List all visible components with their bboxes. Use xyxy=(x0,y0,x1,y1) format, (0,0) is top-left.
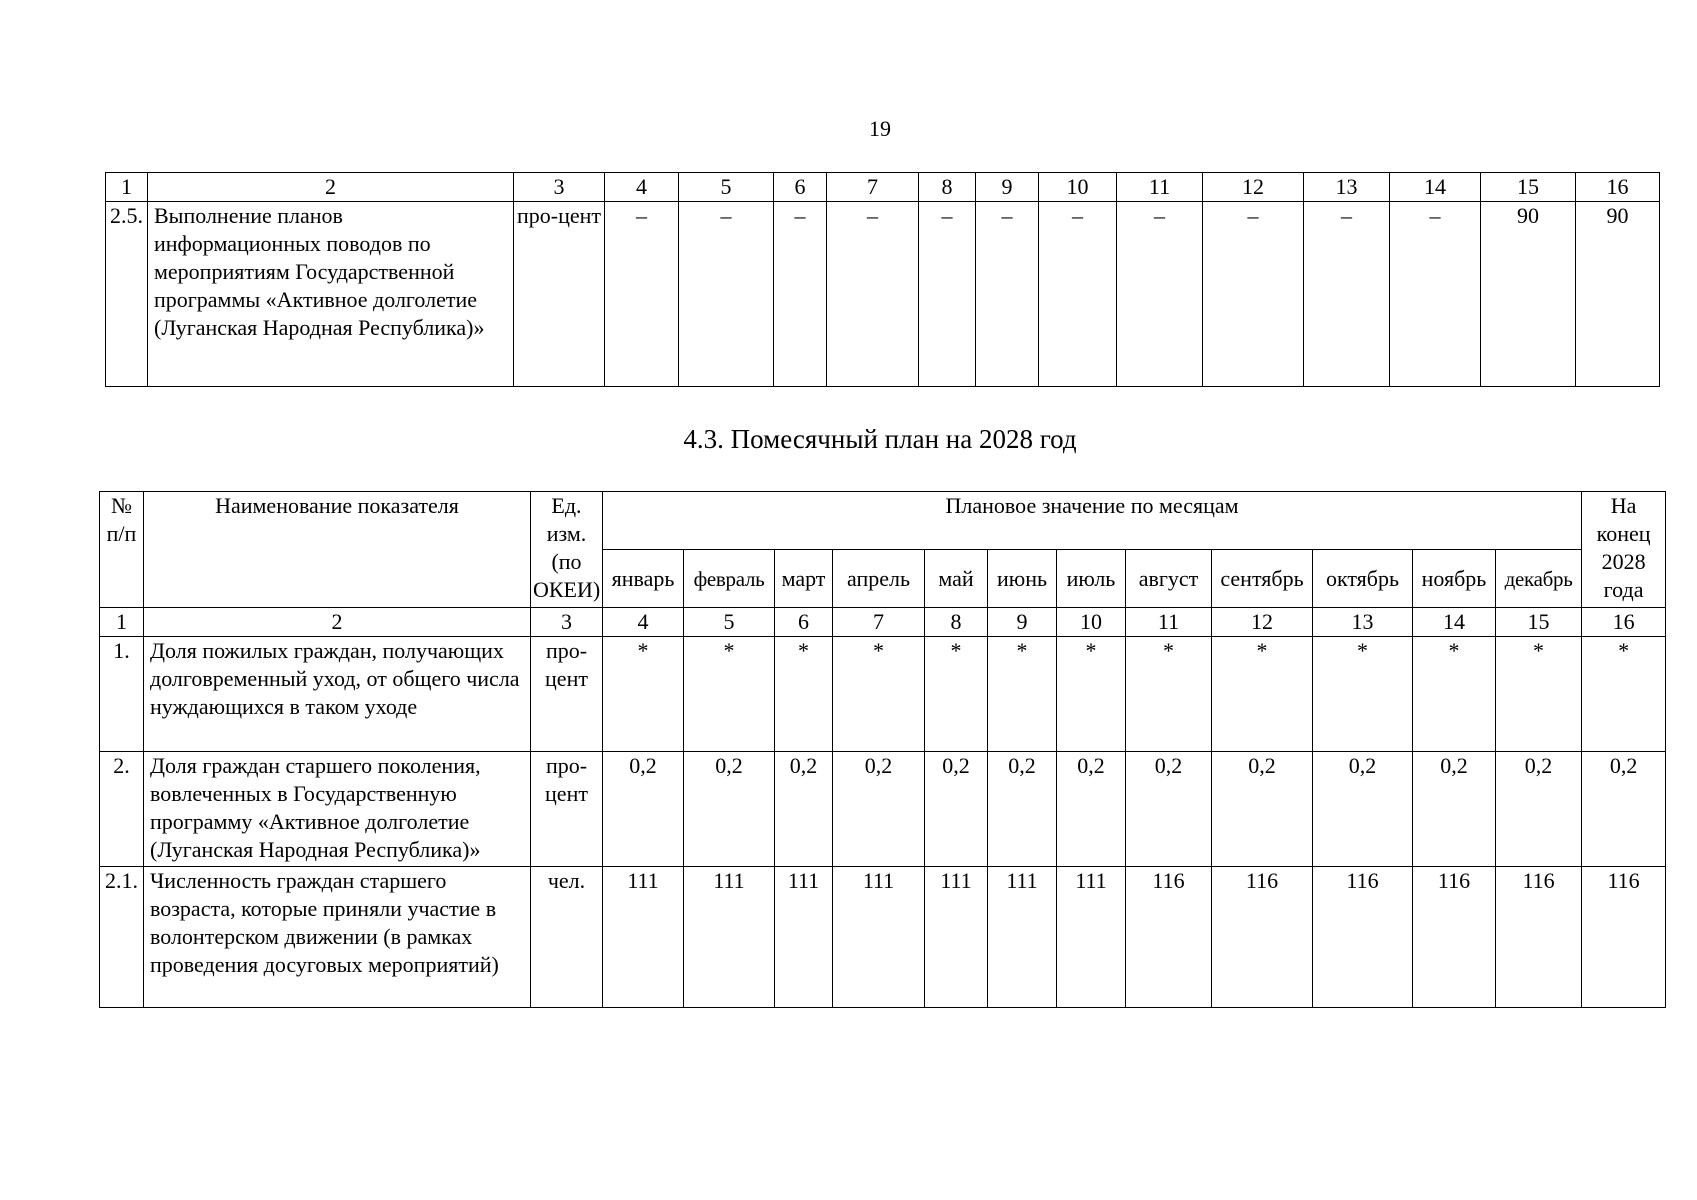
indicator-name: Выполнение планов информационных поводов по мероприятиям Государственной программы «Активное долголетие (Луганская Народная Республика)» xyxy=(148,202,514,387)
value-cell: 0,2 xyxy=(603,752,684,867)
continued-table xyxy=(105,172,1660,387)
value-cell: * xyxy=(1496,637,1582,752)
value-cell: * xyxy=(684,637,775,752)
value-cell: 116 xyxy=(1496,867,1582,1008)
col-number: 14 xyxy=(1390,173,1481,202)
month-header: май xyxy=(925,550,988,608)
value-cell: 0,2 xyxy=(1496,752,1582,867)
value-cell: – xyxy=(605,202,679,387)
col-number: 3 xyxy=(514,173,605,202)
value-cell: 116 xyxy=(1313,867,1413,1008)
value-cell: – xyxy=(919,202,976,387)
month-header: сентябрь xyxy=(1212,550,1313,608)
monthly-plan-table xyxy=(99,491,1666,1008)
value-cell: – xyxy=(1390,202,1481,387)
col-number: 16 xyxy=(1582,608,1666,637)
col-number: 1 xyxy=(100,608,144,637)
value-cell: 0,2 xyxy=(988,752,1057,867)
col-number: 5 xyxy=(684,608,775,637)
value-cell: * xyxy=(925,637,988,752)
header-planned: Плановое значение по месяцам xyxy=(603,492,1582,550)
column-number-row xyxy=(106,173,1660,202)
value-cell: – xyxy=(1203,202,1304,387)
value-cell: * xyxy=(1057,637,1126,752)
month-header: март xyxy=(775,550,833,608)
indicator-name: Доля граждан старшего поколения, вовлеченных в Государственную программу «Активное долголетие (Луганская Народная Республика)» xyxy=(144,752,531,867)
header-row xyxy=(100,492,1666,550)
value-cell: * xyxy=(988,637,1057,752)
value-cell: 0,2 xyxy=(1582,752,1666,867)
value-cell: – xyxy=(976,202,1039,387)
col-number: 14 xyxy=(1413,608,1496,637)
value-cell: 111 xyxy=(1057,867,1126,1008)
month-header: апрель xyxy=(833,550,925,608)
value-cell: – xyxy=(679,202,774,387)
table-row xyxy=(100,752,1666,867)
month-header: июль xyxy=(1057,550,1126,608)
table-row xyxy=(100,867,1666,1008)
value-cell: * xyxy=(603,637,684,752)
col-number: 11 xyxy=(1117,173,1203,202)
value-cell: – xyxy=(827,202,919,387)
row-number: 2.5. xyxy=(106,202,148,387)
col-number: 10 xyxy=(1039,173,1117,202)
value-cell: – xyxy=(1117,202,1203,387)
col-number: 4 xyxy=(603,608,684,637)
col-number: 9 xyxy=(976,173,1039,202)
col-number: 2 xyxy=(148,173,514,202)
value-cell: * xyxy=(775,637,833,752)
col-number: 1 xyxy=(106,173,148,202)
value-cell: * xyxy=(1413,637,1496,752)
value-cell: – xyxy=(774,202,827,387)
unit: про-цент xyxy=(531,637,603,752)
value-cell: 116 xyxy=(1126,867,1212,1008)
row-number: 2.1. xyxy=(100,867,144,1008)
col-number: 10 xyxy=(1057,608,1126,637)
col-number: 8 xyxy=(925,608,988,637)
indicator-name: Численность граждан старшего возраста, которые приняли участие в волонтерском движении (в рамках проведения досуговых мероприятий) xyxy=(144,867,531,1008)
value-cell: 0,2 xyxy=(684,752,775,867)
month-header: октябрь xyxy=(1313,550,1413,608)
value-cell: * xyxy=(1313,637,1413,752)
value-cell: * xyxy=(1126,637,1212,752)
value-cell: 0,2 xyxy=(1313,752,1413,867)
header-num: № п/п xyxy=(100,492,144,608)
value-cell: 0,2 xyxy=(1126,752,1212,867)
indicator-name: Доля пожилых граждан, получающих долговременный уход, от общего числа нуждающихся в таком уходе xyxy=(144,637,531,752)
value-cell: 116 xyxy=(1212,867,1313,1008)
unit: про-цент xyxy=(531,752,603,867)
value-cell: 0,2 xyxy=(833,752,925,867)
section-title: 4.3. Помесячный план на 2028 год xyxy=(683,424,1077,454)
value-cell: 111 xyxy=(603,867,684,1008)
col-number: 13 xyxy=(1313,608,1413,637)
value-cell: 116 xyxy=(1582,867,1666,1008)
value-cell: – xyxy=(1039,202,1117,387)
value-cell: 90 xyxy=(1576,202,1660,387)
col-number: 12 xyxy=(1212,608,1313,637)
value-cell: * xyxy=(1582,637,1666,752)
col-number: 5 xyxy=(679,173,774,202)
unit: чел. xyxy=(531,867,603,1008)
value-cell: 0,2 xyxy=(1212,752,1313,867)
col-number: 11 xyxy=(1126,608,1212,637)
col-number: 2 xyxy=(144,608,531,637)
column-number-row xyxy=(100,608,1666,637)
value-cell: 111 xyxy=(925,867,988,1008)
header-name: Наименование показателя xyxy=(144,492,531,608)
value-cell: 111 xyxy=(988,867,1057,1008)
value-cell: * xyxy=(833,637,925,752)
col-number: 15 xyxy=(1496,608,1582,637)
col-number: 8 xyxy=(919,173,976,202)
col-number: 15 xyxy=(1481,173,1576,202)
col-number: 3 xyxy=(531,608,603,637)
value-cell: – xyxy=(1304,202,1390,387)
col-number: 7 xyxy=(827,173,919,202)
col-number: 6 xyxy=(774,173,827,202)
value-cell: 0,2 xyxy=(1413,752,1496,867)
col-number: 7 xyxy=(833,608,925,637)
value-cell: 111 xyxy=(775,867,833,1008)
table-row xyxy=(106,202,1660,387)
header-end: На конец 2028 года xyxy=(1582,492,1666,608)
col-number: 6 xyxy=(775,608,833,637)
month-header: декабрь xyxy=(1496,550,1582,608)
col-number: 9 xyxy=(988,608,1057,637)
col-number: 13 xyxy=(1304,173,1390,202)
header-unit: Ед. изм. (по ОКЕИ) xyxy=(531,492,603,608)
value-cell: 111 xyxy=(833,867,925,1008)
unit: про-цент xyxy=(514,202,605,387)
value-cell: 0,2 xyxy=(1057,752,1126,867)
value-cell: 0,2 xyxy=(925,752,988,867)
month-header: февраль xyxy=(684,550,775,608)
row-number: 2. xyxy=(100,752,144,867)
col-number: 16 xyxy=(1576,173,1660,202)
page-number: 19 xyxy=(869,116,891,141)
month-header: август xyxy=(1126,550,1212,608)
table-row xyxy=(100,637,1666,752)
month-header: январь xyxy=(603,550,684,608)
month-header: июнь xyxy=(988,550,1057,608)
value-cell: 0,2 xyxy=(775,752,833,867)
value-cell: * xyxy=(1212,637,1313,752)
value-cell: 111 xyxy=(684,867,775,1008)
value-cell: 90 xyxy=(1481,202,1576,387)
col-number: 4 xyxy=(605,173,679,202)
month-header: ноябрь xyxy=(1413,550,1496,608)
col-number: 12 xyxy=(1203,173,1304,202)
row-number: 1. xyxy=(100,637,144,752)
value-cell: 116 xyxy=(1413,867,1496,1008)
